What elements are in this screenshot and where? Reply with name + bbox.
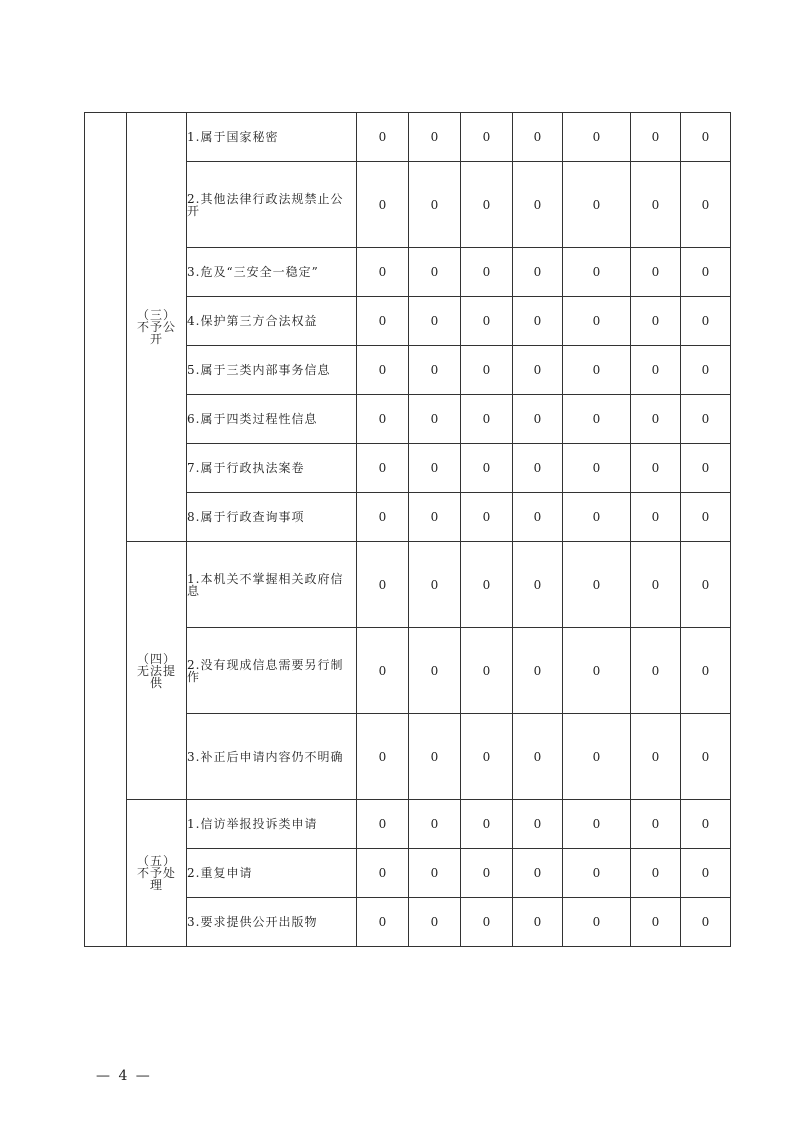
count-cell: 0 — [681, 849, 731, 898]
reason-label: 2.没有现成信息需要另行制作 — [187, 628, 357, 714]
count-cell: 0 — [461, 493, 513, 542]
group-name: 不予处理 — [136, 866, 176, 892]
count-cell: 0 — [563, 542, 631, 628]
count-cell: 0 — [357, 542, 409, 628]
count-cell: 0 — [631, 297, 681, 346]
count-cell: 0 — [461, 628, 513, 714]
count-cell: 0 — [357, 346, 409, 395]
count-cell: 0 — [513, 395, 563, 444]
count-cell: 0 — [513, 346, 563, 395]
table-row — [85, 542, 731, 628]
reason-label: 1.本机关不掌握相关政府信息 — [187, 542, 357, 628]
count-cell: 0 — [357, 395, 409, 444]
count-cell: 0 — [513, 849, 563, 898]
count-cell: 0 — [631, 800, 681, 849]
count-cell: 0 — [357, 444, 409, 493]
group-header — [135, 653, 179, 689]
count-cell: 0 — [563, 898, 631, 947]
count-cell: 0 — [357, 113, 409, 162]
count-cell: 0 — [563, 493, 631, 542]
reason-label: 4.保护第三方合法权益 — [187, 297, 357, 346]
table-row — [85, 800, 731, 849]
count-cell: 0 — [681, 113, 731, 162]
group-number: （四） — [136, 651, 176, 666]
group-number: （三） — [136, 308, 176, 322]
count-cell: 0 — [409, 297, 461, 346]
count-cell: 0 — [631, 493, 681, 542]
count-cell: 0 — [409, 113, 461, 162]
count-cell: 0 — [513, 493, 563, 542]
count-cell: 0 — [563, 395, 631, 444]
count-cell: 0 — [681, 297, 731, 346]
group-name: 无法提供 — [136, 663, 176, 690]
count-cell: 0 — [409, 248, 461, 297]
reason-label: 3.危及“三安全一稳定” — [187, 248, 357, 297]
count-cell: 0 — [409, 346, 461, 395]
count-cell: 0 — [513, 297, 563, 346]
count-cell: 0 — [563, 849, 631, 898]
count-cell: 0 — [461, 800, 513, 849]
count-cell: 0 — [513, 248, 563, 297]
count-cell: 0 — [631, 898, 681, 947]
count-cell: 0 — [563, 113, 631, 162]
count-cell: 0 — [461, 113, 513, 162]
count-cell: 0 — [409, 542, 461, 628]
count-cell: 0 — [681, 248, 731, 297]
group-header — [135, 309, 179, 345]
reason-label: 2.其他法律行政法规禁止公开 — [187, 162, 357, 248]
count-cell: 0 — [461, 395, 513, 444]
group-header-cell — [127, 800, 187, 947]
count-cell: 0 — [409, 800, 461, 849]
count-cell: 0 — [681, 444, 731, 493]
count-cell: 0 — [563, 628, 631, 714]
count-cell: 0 — [681, 714, 731, 800]
page-number: — 4 — — [96, 1068, 152, 1084]
count-cell: 0 — [357, 493, 409, 542]
count-cell: 0 — [631, 248, 681, 297]
count-cell: 0 — [357, 248, 409, 297]
count-cell: 0 — [563, 800, 631, 849]
blank-category-cell — [85, 113, 127, 947]
count-cell: 0 — [681, 542, 731, 628]
count-cell: 0 — [681, 628, 731, 714]
count-cell: 0 — [631, 395, 681, 444]
count-cell: 0 — [409, 493, 461, 542]
count-cell: 0 — [461, 542, 513, 628]
count-cell: 0 — [513, 542, 563, 628]
count-cell: 0 — [631, 162, 681, 248]
count-cell: 0 — [631, 542, 681, 628]
count-cell: 0 — [681, 346, 731, 395]
count-cell: 0 — [563, 297, 631, 346]
count-cell: 0 — [681, 898, 731, 947]
count-cell: 0 — [409, 714, 461, 800]
count-cell: 0 — [513, 800, 563, 849]
table-body — [85, 113, 731, 947]
count-cell: 0 — [631, 628, 681, 714]
count-cell: 0 — [681, 493, 731, 542]
count-cell: 0 — [681, 162, 731, 248]
group-header-cell — [127, 113, 187, 542]
count-cell: 0 — [681, 395, 731, 444]
count-cell: 0 — [563, 248, 631, 297]
count-cell: 0 — [513, 714, 563, 800]
reason-label: 7.属于行政执法案卷 — [187, 444, 357, 493]
count-cell: 0 — [409, 628, 461, 714]
count-cell: 0 — [461, 297, 513, 346]
group-header-cell — [127, 542, 187, 800]
group-name: 不予公开 — [136, 320, 176, 346]
reason-label: 8.属于行政查询事项 — [187, 493, 357, 542]
reason-label: 2.重复申请 — [187, 849, 357, 898]
reason-label: 6.属于四类过程性信息 — [187, 395, 357, 444]
count-cell: 0 — [681, 800, 731, 849]
count-cell: 0 — [461, 346, 513, 395]
count-cell: 0 — [357, 714, 409, 800]
reason-label: 1.属于国家秘密 — [187, 113, 357, 162]
count-cell: 0 — [631, 849, 681, 898]
count-cell: 0 — [409, 162, 461, 248]
count-cell: 0 — [563, 346, 631, 395]
count-cell: 0 — [513, 113, 563, 162]
group-header — [135, 855, 179, 891]
group-number: （五） — [136, 854, 176, 868]
count-cell: 0 — [409, 444, 461, 493]
count-cell: 0 — [357, 800, 409, 849]
count-cell: 0 — [357, 628, 409, 714]
reason-label: 3.补正后申请内容仍不明确 — [187, 714, 357, 800]
response-statistics-table — [84, 112, 731, 947]
count-cell: 0 — [461, 162, 513, 248]
count-cell: 0 — [563, 162, 631, 248]
count-cell: 0 — [513, 628, 563, 714]
count-cell: 0 — [513, 898, 563, 947]
count-cell: 0 — [461, 248, 513, 297]
count-cell: 0 — [409, 395, 461, 444]
table-row — [85, 113, 731, 162]
count-cell: 0 — [409, 898, 461, 947]
count-cell: 0 — [461, 849, 513, 898]
count-cell: 0 — [461, 898, 513, 947]
count-cell: 0 — [357, 898, 409, 947]
count-cell: 0 — [513, 444, 563, 493]
count-cell: 0 — [513, 162, 563, 248]
count-cell: 0 — [461, 444, 513, 493]
count-cell: 0 — [631, 346, 681, 395]
reason-label: 5.属于三类内部事务信息 — [187, 346, 357, 395]
count-cell: 0 — [461, 714, 513, 800]
reason-label: 1.信访举报投诉类申请 — [187, 800, 357, 849]
reason-label: 3.要求提供公开出版物 — [187, 898, 357, 947]
count-cell: 0 — [357, 162, 409, 248]
count-cell: 0 — [563, 714, 631, 800]
count-cell: 0 — [631, 113, 681, 162]
count-cell: 0 — [409, 849, 461, 898]
count-cell: 0 — [631, 714, 681, 800]
count-cell: 0 — [357, 849, 409, 898]
count-cell: 0 — [631, 444, 681, 493]
count-cell: 0 — [563, 444, 631, 493]
count-cell: 0 — [357, 297, 409, 346]
